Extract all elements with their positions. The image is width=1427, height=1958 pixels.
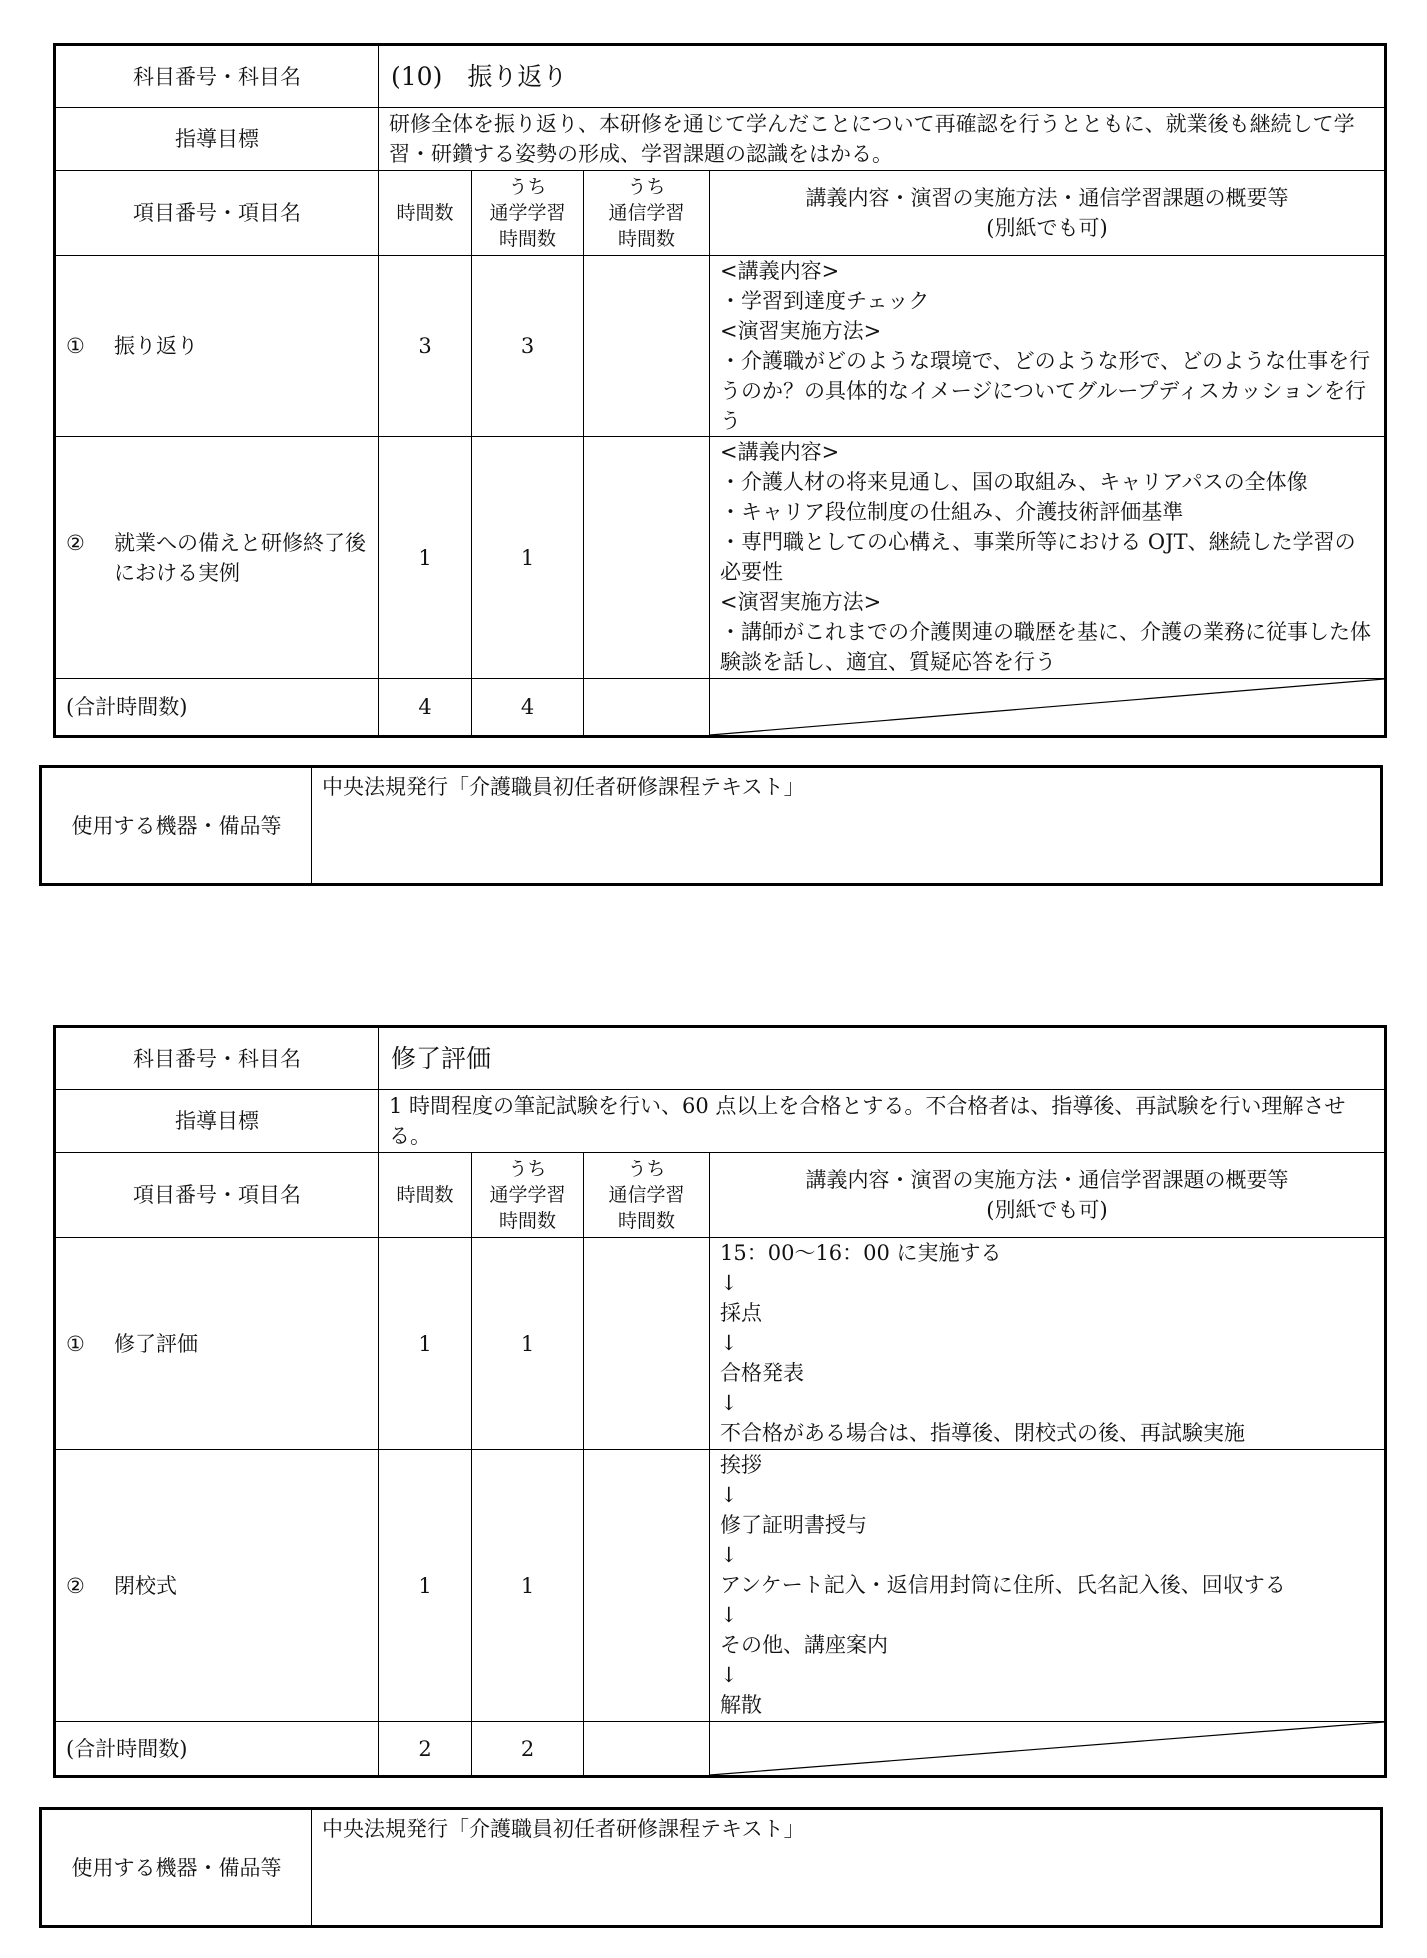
hours-header: 時間数 — [379, 171, 472, 256]
school-hours-cell: 1 — [472, 1238, 584, 1450]
subject-title: 修了評価 — [379, 1027, 1386, 1090]
goal-label: 指導目標 — [55, 1090, 379, 1153]
hours-cell: 1 — [379, 1238, 472, 1450]
item-header: 項目番号・項目名 — [55, 1153, 379, 1238]
item-row-2 — [55, 1450, 379, 1722]
content-cell: 挨拶 ↓ 修了証明書授与 ↓ アンケート記入・返信用封筒に住所、氏名記入後、回収する ↓ その他、講座案内 ↓ 解散 — [710, 1450, 1386, 1722]
equipment-table-1 — [39, 765, 1383, 886]
subject-label: 科目番号・科目名 — [55, 1027, 379, 1090]
hours-cell: 1 — [379, 437, 472, 679]
total-school-hours: 2 — [472, 1722, 584, 1777]
corr-hours-header: うち 通信学習 時間数 — [584, 1153, 710, 1238]
item-number: ① — [66, 334, 85, 358]
subject-title: (10) 振り返り — [379, 45, 1386, 108]
school-hours-header: うち 通学学習 時間数 — [472, 1153, 584, 1238]
item-number: ② — [66, 1573, 85, 1598]
hours-header: 時間数 — [379, 1153, 472, 1238]
item-header: 項目番号・項目名 — [55, 171, 379, 256]
content-header: 講義内容・演習の実施方法・通信学習課題の概要等 (別紙でも可) — [710, 1153, 1386, 1238]
subject-label: 科目番号・科目名 — [55, 45, 379, 108]
total-school-hours: 4 — [472, 679, 584, 737]
item-name: 修了評価 — [114, 1331, 198, 1356]
goal-text: 1 時間程度の筆記試験を行い、60 点以上を合格とする。不合格者は、指導後、再試験を行い理解させる。 — [379, 1090, 1386, 1153]
corr-hours-cell — [584, 1450, 710, 1722]
item-name: 就業への備えと研修終了後における実例 — [114, 530, 366, 585]
school-hours-cell: 3 — [472, 256, 584, 437]
content-cell: 15：00～16：00 に実施する ↓ 採点 ↓ 合格発表 ↓ 不合格がある場合は、指導後、閉校式の後、再試験実施 — [710, 1238, 1386, 1450]
item-row-2 — [55, 437, 379, 679]
item-number: ② — [66, 530, 85, 555]
total-corr-hours — [584, 1722, 710, 1777]
diagonal-blank-cell — [710, 1722, 1386, 1777]
hours-cell: 1 — [379, 1450, 472, 1722]
school-hours-cell: 1 — [472, 437, 584, 679]
equipment-table-2 — [39, 1807, 1383, 1928]
total-corr-hours — [584, 679, 710, 737]
diagonal-blank-cell — [710, 679, 1386, 737]
item-name: 閉校式 — [114, 1573, 177, 1598]
item-name: 振り返り — [114, 334, 198, 358]
corr-hours-cell — [584, 256, 710, 437]
equipment-text: 中央法規発行「介護職員初任者研修課程テキスト」 — [312, 1809, 1382, 1927]
corr-hours-cell — [584, 1238, 710, 1450]
item-row-1 — [55, 256, 379, 437]
school-hours-header: うち 通学学習 時間数 — [472, 171, 584, 256]
content-header: 講義内容・演習の実施方法・通信学習課題の概要等 (別紙でも可) — [710, 171, 1386, 256]
item-row-1 — [55, 1238, 379, 1450]
item-number: ① — [66, 1331, 85, 1356]
content-cell: <講義内容> ・学習到達度チェック <演習実施方法> ・介護職がどのような環境で、どのような形で、どのような仕事を行うのか？の具体的なイメージについてグループディスカッションを行う — [710, 256, 1386, 437]
corr-hours-header: うち 通信学習 時間数 — [584, 171, 710, 256]
school-hours-cell: 1 — [472, 1450, 584, 1722]
total-label: (合計時間数) — [55, 679, 379, 737]
equipment-text: 中央法規発行「介護職員初任者研修課程テキスト」 — [312, 767, 1382, 885]
hours-cell: 3 — [379, 256, 472, 437]
goal-text: 研修全体を振り返り、本研修を通じて学んだことについて再確認を行うとともに、就業後も継続して学習・研鑽する姿勢の形成、学習課題の認識をはかる。 — [379, 108, 1386, 171]
goal-label: 指導目標 — [55, 108, 379, 171]
equipment-label: 使用する機器・備品等 — [41, 767, 312, 885]
subject-table-1 — [53, 43, 1387, 738]
total-label: (合計時間数) — [55, 1722, 379, 1777]
total-hours: 2 — [379, 1722, 472, 1777]
content-cell: <講義内容> ・介護人材の将来見通し、国の取組み、キャリアパスの全体像 ・キャリア段位制度の仕組み、介護技術評価基準 ・専門職としての心構え、事業所等における OJT、継続した学習の必要性 <演習実施方法> ・講師がこれまでの介護関連の職歴を基に、介護の業務に従事した体験談を話し、適宜、質疑応答を行う — [710, 437, 1386, 679]
total-hours: 4 — [379, 679, 472, 737]
equipment-label: 使用する機器・備品等 — [41, 1809, 312, 1927]
subject-table-2 — [53, 1025, 1387, 1778]
corr-hours-cell — [584, 437, 710, 679]
